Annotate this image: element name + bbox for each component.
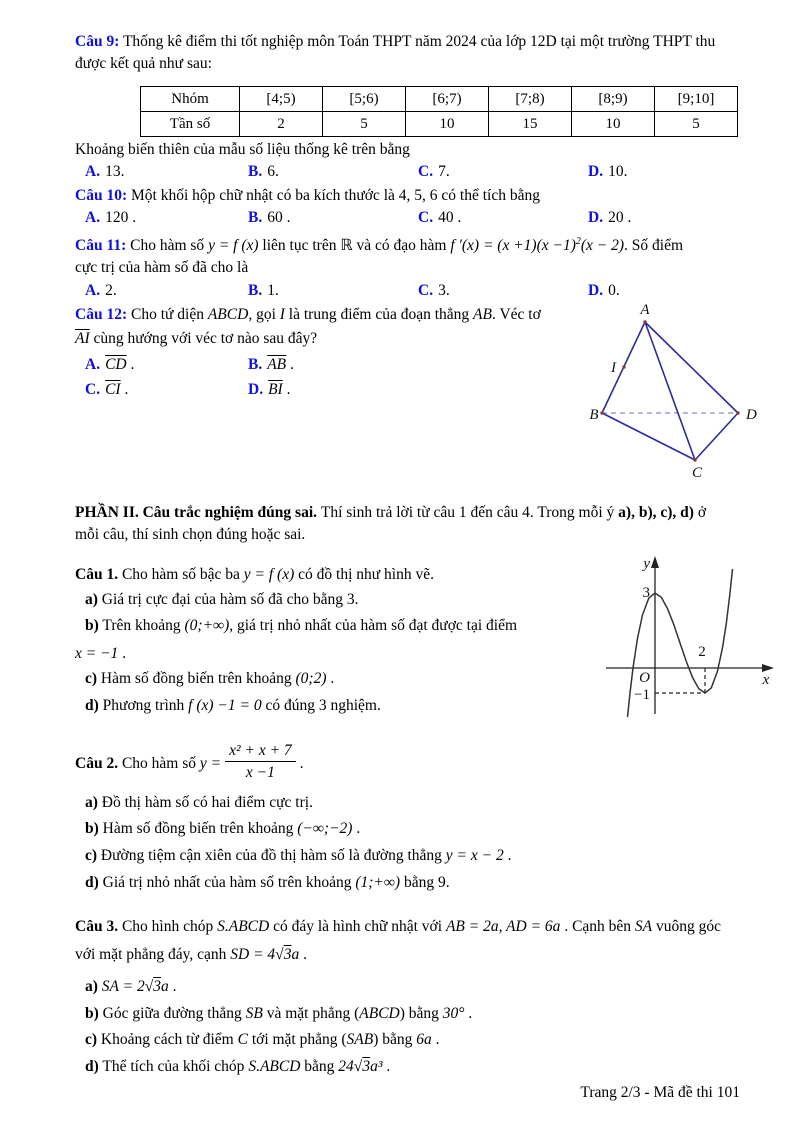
vertex-b-dot [600,411,603,414]
option-letter: C. [418,209,434,226]
vertex-d-label: D [746,407,757,423]
q9-line1 [75,31,715,53]
tetrahedron-figure [578,298,763,483]
c1-item-b-cont: x = −1 . [75,645,127,662]
origin-label: O [639,670,650,686]
item-text: Phương trình f (x) −1 = 0 có đúng 3 nghiệm. [98,697,381,714]
c1-item-b [85,615,517,637]
c2-item-d [85,872,450,894]
vertex-a-dot [643,320,646,323]
item-text: Hàm số đồng biến trên khoảng (−∞;−2) . [98,820,361,837]
c2-item-a [85,792,313,814]
option-text: $\overline{BI}$ . [268,381,291,398]
q9-question: Khoảng biến thiên của mẫu số liệu thống kê trên bằng [75,141,410,158]
x-axis-label: x [762,672,770,688]
c3-item-c [85,1029,440,1051]
table-cell: 2 [240,112,323,137]
option-letter: C. [85,381,101,398]
option-letter: D. [588,163,604,180]
table-cell: [5;6) [323,87,406,112]
vertex-d-dot [736,411,739,414]
option-letter: B. [248,163,263,180]
item-letter: d) [85,874,99,891]
c3-line2: với mặt phẳng đáy, cạnh SD = 4√3a . [75,946,307,963]
part2-line1: PHẦN II. Câu trắc nghiệm đúng sai. Thí sinh trả lời từ câu 1 đến câu 4. Trong mỗi ý a), b), c), d) ở [75,504,707,521]
option-letter: C. [418,282,434,299]
option-text: 1. [267,282,279,299]
q9-options [0,161,793,183]
option-letter: D. [248,381,264,398]
c1-item-d [85,695,381,717]
y-peak-label: 3 [642,585,650,601]
option-c [418,161,450,183]
table-row-groups [141,87,738,112]
fraction-numerator: x² + x + 7 [225,740,296,762]
table-cell: 10 [572,112,655,137]
fraction-denominator: x −1 [245,763,275,781]
table-cell: 5 [655,112,738,137]
midpoint-i-dot [622,365,625,368]
table-cell: [8;9) [572,87,655,112]
c3-line1 [75,916,721,938]
q10-text: Một khối hộp chữ nhật có ba kích thước là 4, 5, 6 có thể tích bằng [127,187,540,204]
option-d [588,207,631,229]
q11-line2: cực trị của hàm số đã cho là [75,259,249,276]
table-cell: Tần số [141,112,240,137]
c3-item-d [85,1056,390,1078]
c1-label: Câu 1. [75,566,119,583]
y-axis-arrow [651,556,659,568]
item-text: Trên khoảng (0;+∞), giá trị nhỏ nhất của hàm số đạt được tại điểm [98,617,518,634]
option-letter: A. [85,282,101,299]
c3-item-b [85,1003,472,1025]
item-letter: b) [85,820,99,837]
edge-ad [645,322,738,413]
c3-stem: Cho hình chóp S.ABCD có đáy là hình chữ nhật với AB = 2a, AD = 6a . Cạnh bên SA vuông góc [118,918,722,935]
item-text: Đường tiệm cận xiên của đồ thị hàm số là đường thẳng y = x − 2 . [97,847,512,864]
option-b [248,207,290,229]
option-text: $\overline{CI}$ . [105,381,129,398]
q9-label: Câu 9: [75,33,120,50]
c2-label: Câu 2. [75,755,119,772]
c1-item-a [85,589,359,611]
table-cell: [7;8) [489,87,572,112]
item-text: Hàm số đồng biến trên khoảng (0;2) . [97,670,335,687]
item-text: Khoảng cách từ điểm C tới mặt phẳng (SAB) bằng 6a . [97,1031,440,1048]
option-text: 6. [267,163,279,180]
option-letter: B. [248,282,263,299]
option-a [85,354,134,376]
option-d [248,379,290,401]
q12-stem: Cho tứ diện ABCD, gọi I là trung điểm của đoạn thẳng AB. Véc tơ [127,306,541,323]
edge-cd [695,413,738,460]
item-letter: d) [85,1058,99,1075]
option-text: 20 . [608,209,632,226]
q11-label: Câu 11: [75,237,127,255]
option-text: $\overline{CD}$ . [105,356,135,373]
option-text: 120 . [105,209,137,226]
item-text: Thể tích của khối chóp S.ABCD bằng 24√3a³ . [98,1058,391,1075]
part2-line2: mỗi câu, thí sinh chọn đúng hoặc sai. [75,526,306,543]
q11-line1 [75,231,683,257]
table-cell: 15 [489,112,572,137]
option-letter: D. [588,282,604,299]
option-letter: C. [418,163,434,180]
q10-line1 [75,185,540,207]
option-text: 0. [608,282,620,299]
option-c [418,280,450,302]
c2-fraction [225,740,296,783]
q12-label: Câu 12: [75,306,128,323]
option-letter: A. [85,209,101,226]
item-text: Góc giữa đường thẳng SB và mặt phẳng (ABCD) bằng 30° . [98,1005,473,1022]
item-letter: b) [85,1005,99,1022]
option-text: 10. [608,163,628,180]
item-letter: a) [85,591,98,608]
cubic-graph-figure [596,552,778,720]
y-min-label: −1 [634,687,650,703]
c1-stem: Cho hàm số bậc ba y = f (x) có đồ thị như hình vẽ. [118,566,434,583]
item-text: Giá trị nhỏ nhất của hàm số trên khoảng (1;+∞) bằng 9. [98,874,450,891]
q9-line2: được kết quả như sau: [75,55,212,72]
option-text: $\overline{AB}$ . [267,356,294,373]
table-cell: [6;7) [406,87,489,112]
table-row-frequency [141,112,738,137]
q11-stem: Cho hàm số y = f (x) liên tục trên ℝ và có đạo hàm f $'(x) = (x +1)(x -1)^2(x - 2)$. Số điểm [126,236,684,255]
c2-intro [75,740,304,788]
option-text: 7. [438,163,450,180]
item-letter: c) [85,670,98,687]
option-letter: D. [588,209,604,226]
option-b [248,280,279,302]
item-letter: a) [85,978,98,995]
option-a [85,207,136,229]
option-text: 2. [105,282,117,299]
option-text: 13. [105,163,125,180]
vertex-a-label: A [640,302,650,318]
q9-text-line1: Thống kê điểm thi tốt nghiệp môn Toán THPT năm 2024 của lớp 12D tại một trường THPT thu [119,33,716,50]
option-text: 60 . [267,209,291,226]
option-a [85,280,117,302]
q10-options [0,207,793,229]
y-axis-label: y [643,556,650,572]
item-letter: c) [85,1031,98,1048]
c3-item-a [85,976,176,998]
c1-intro [75,564,434,586]
option-b [248,354,294,376]
item-text: SA = 2√3a . [101,978,177,995]
table-cell: 5 [323,112,406,137]
option-b [248,161,279,183]
table-cell: [9;10] [655,87,738,112]
option-letter: A. [85,163,101,180]
vertex-b-label: B [589,407,599,423]
x-axis-arrow [762,664,774,672]
option-letter: B. [248,209,263,226]
option-a [85,161,124,183]
table-cell: Nhóm [141,87,240,112]
c1-item-c [85,668,334,690]
item-letter: c) [85,847,98,864]
table-cell: 10 [406,112,489,137]
c2-period: . [299,755,304,772]
item-letter: a) [85,794,98,811]
c3-label: Câu 3. [75,918,119,935]
table-cell: [4;5) [240,87,323,112]
frequency-table [140,86,738,137]
option-text: 3. [438,282,450,299]
item-text: Giá trị cực đại của hàm số đã cho bằng 3. [97,591,359,608]
item-letter: d) [85,697,99,714]
option-letter: A. [85,356,101,373]
option-text: 40 . [438,209,462,226]
vertex-c-label: C [691,465,703,481]
q12-line2: $\overline{AI}$ cùng hướng với véc tơ nào sau đây? [75,330,318,347]
c2-item-b [85,818,360,840]
c2-stem: Cho hàm số y = [118,755,222,772]
vertex-c-dot [693,458,696,461]
q12-line1 [75,304,541,326]
option-c [85,379,128,401]
item-text: Đồ thị hàm số có hai điểm cực trị. [97,794,313,811]
page-footer: Trang 2/3 - Mã đề thi 101 [580,1084,740,1101]
option-d [588,161,627,183]
item-letter: b) [85,617,99,634]
option-letter: B. [248,356,263,373]
c2-item-c [85,845,511,867]
midpoint-i-label: I [611,360,616,376]
q10-label: Câu 10: [75,187,128,204]
x-min-label: 2 [698,644,706,660]
option-c [418,207,461,229]
